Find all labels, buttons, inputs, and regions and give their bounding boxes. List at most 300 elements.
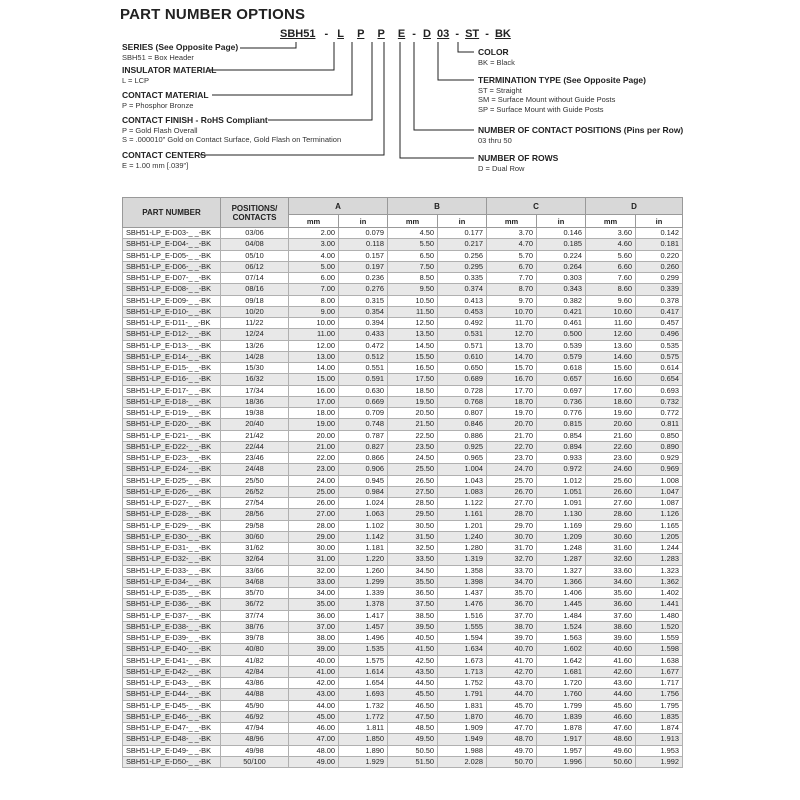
table-row <box>123 239 683 250</box>
dimension-cell: 1.398 <box>438 576 487 587</box>
table-row <box>123 453 683 464</box>
dimension-cell: 39.70 <box>487 633 537 644</box>
finish-heading: CONTACT FINISH - RoHS Compliant <box>122 115 268 125</box>
dimension-cell: 25.50 <box>388 464 438 475</box>
dimension-cell: 0.217 <box>438 239 487 250</box>
dimension-cell: 12.50 <box>388 318 438 329</box>
dimension-cell: 1.634 <box>438 644 487 655</box>
dimension-cell: 9.00 <box>289 306 339 317</box>
dimension-cell: 1.165 <box>636 520 683 531</box>
dimension-cell: 0.299 <box>636 273 683 284</box>
header-positions: POSITIONS/ CONTACTS <box>221 198 289 228</box>
dimension-cell: 47.60 <box>586 723 636 734</box>
dimension-cell: 14.60 <box>586 351 636 362</box>
dimension-cell: 1.598 <box>636 644 683 655</box>
dimension-cell: 23.70 <box>487 453 537 464</box>
dimension-cell: 1.122 <box>438 498 487 509</box>
pn-color: BK <box>494 28 511 40</box>
dimension-cell: 27.60 <box>586 498 636 509</box>
dimension-cell: 1.201 <box>438 520 487 531</box>
dimension-cell: 1.024 <box>339 498 388 509</box>
dimension-cell: 1.283 <box>636 554 683 565</box>
header-b: B <box>388 198 487 215</box>
dimension-cell: 1.717 <box>636 678 683 689</box>
dimension-cell: 1.358 <box>438 565 487 576</box>
dimension-cell: 0.654 <box>636 374 683 385</box>
positions-heading: NUMBER OF CONTACT POSITIONS (Pins per Row) <box>478 125 684 135</box>
dimension-cell: 46.00 <box>289 723 339 734</box>
dimension-cell: 33.50 <box>388 554 438 565</box>
header-d-mm: mm <box>586 215 636 228</box>
dimension-cell: 11.50 <box>388 306 438 317</box>
dimension-cell: 36.70 <box>487 599 537 610</box>
dimension-cell: 1.441 <box>636 599 683 610</box>
dimension-cell: 1.260 <box>339 565 388 576</box>
positions-cell: 36/72 <box>221 599 289 610</box>
dimension-cell: 26.00 <box>289 498 339 509</box>
dimension-cell: 0.815 <box>537 419 586 430</box>
dimension-cell: 8.60 <box>586 284 636 295</box>
dimension-cell: 1.654 <box>339 678 388 689</box>
part-number-cell: SBH51-LP_E-D47-_ _-BK <box>123 723 221 734</box>
header-c: C <box>487 198 586 215</box>
dimension-cell: 15.50 <box>388 351 438 362</box>
dimension-cell: 9.50 <box>388 284 438 295</box>
table-row <box>123 273 683 284</box>
dimension-cell: 22.50 <box>388 430 438 441</box>
dimension-cell: 11.00 <box>289 329 339 340</box>
positions-cell: 48/96 <box>221 734 289 745</box>
dimension-cell: 1.051 <box>537 486 586 497</box>
dimension-cell: 0.472 <box>339 340 388 351</box>
dimension-cell: 1.673 <box>438 655 487 666</box>
dimension-cell: 0.846 <box>438 419 487 430</box>
dimension-cell: 1.047 <box>636 486 683 497</box>
dimension-cell: 1.870 <box>438 711 487 722</box>
positions-cell: 29/58 <box>221 520 289 531</box>
positions-cell: 03/06 <box>221 228 289 239</box>
dimension-cell: 0.933 <box>537 453 586 464</box>
pn-rows: D <box>423 28 431 40</box>
dimension-cell: 0.500 <box>537 329 586 340</box>
dimension-cell: 0.736 <box>537 396 586 407</box>
table-row <box>123 475 683 486</box>
dimension-cell: 7.70 <box>487 273 537 284</box>
dimension-cell: 0.343 <box>537 284 586 295</box>
dimension-cell: 1.181 <box>339 543 388 554</box>
positions-cell: 34/68 <box>221 576 289 587</box>
dimension-cell: 20.50 <box>388 408 438 419</box>
dimension-cell: 1.327 <box>537 565 586 576</box>
positions-cell: 13/26 <box>221 340 289 351</box>
dimension-cell: 12.60 <box>586 329 636 340</box>
dimension-cell: 35.50 <box>388 576 438 587</box>
dimension-cell: 0.575 <box>636 351 683 362</box>
dimension-cell: 15.70 <box>487 363 537 374</box>
dimension-cell: 36.00 <box>289 610 339 621</box>
dimension-cell: 24.00 <box>289 475 339 486</box>
dimension-cell: 0.610 <box>438 351 487 362</box>
dimension-cell: 0.146 <box>537 228 586 239</box>
dimension-cell: 39.60 <box>586 633 636 644</box>
positions-cell: 22/44 <box>221 441 289 452</box>
dimension-cell: 0.492 <box>438 318 487 329</box>
pn-positions: 03 <box>437 28 450 40</box>
dimension-cell: 19.00 <box>289 419 339 430</box>
dimension-cell: 9.60 <box>586 295 636 306</box>
dimension-cell: 1.681 <box>537 666 586 677</box>
dimension-cell: 32.70 <box>487 554 537 565</box>
dimension-cell: 0.421 <box>537 306 586 317</box>
dimension-cell: 1.677 <box>636 666 683 677</box>
termination-label <box>478 76 646 114</box>
positions-cell: 33/66 <box>221 565 289 576</box>
part-number-cell: SBH51-LP_E-D28-_ _-BK <box>123 509 221 520</box>
dimension-cell: 26.70 <box>487 486 537 497</box>
positions-cell: 12/24 <box>221 329 289 340</box>
positions-cell: 37/74 <box>221 610 289 621</box>
dimension-cell: 0.969 <box>636 464 683 475</box>
dimension-cell: 0.728 <box>438 385 487 396</box>
dimension-cell: 44.70 <box>487 689 537 700</box>
part-number-cell: SBH51-LP_E-D15-_ _-BK <box>123 363 221 374</box>
dimension-cell: 1.957 <box>537 745 586 756</box>
insulator-heading: INSULATOR MATERIAL <box>122 65 217 75</box>
dimension-cell: 0.768 <box>438 396 487 407</box>
header-part-number: PART NUMBER <box>123 198 221 228</box>
positions-cell: 46/92 <box>221 711 289 722</box>
dimension-cell: 49.60 <box>586 745 636 756</box>
table-row <box>123 374 683 385</box>
part-number-cell: SBH51-LP_E-D40-_ _-BK <box>123 644 221 655</box>
dimension-cell: 0.925 <box>438 441 487 452</box>
dimension-cell: 40.70 <box>487 644 537 655</box>
header-c-mm: mm <box>487 215 537 228</box>
contact-material-heading: CONTACT MATERIAL <box>122 90 209 100</box>
dimension-cell: 1.142 <box>339 531 388 542</box>
dimension-cell: 46.50 <box>388 700 438 711</box>
table-row <box>123 531 683 542</box>
dimension-cell: 0.394 <box>339 318 388 329</box>
dimension-cell: 1.594 <box>438 633 487 644</box>
dimension-cell: 1.496 <box>339 633 388 644</box>
insulator-desc: L = LCP <box>122 75 150 85</box>
dimension-cell: 40.00 <box>289 655 339 666</box>
dimension-cell: 1.004 <box>438 464 487 475</box>
positions-desc: 03 thru 50 <box>478 135 512 145</box>
dimension-cell: 14.70 <box>487 351 537 362</box>
dimension-cell: 1.831 <box>438 700 487 711</box>
finish-desc-1: P = Gold Flash Overall <box>122 125 198 135</box>
part-number-cell: SBH51-LP_E-D44-_ _-BK <box>123 689 221 700</box>
series-label <box>122 43 238 62</box>
dimension-cell: 1.555 <box>438 621 487 632</box>
part-number-cell: SBH51-LP_E-D19-_ _-BK <box>123 408 221 419</box>
table-row <box>123 633 683 644</box>
dimension-cell: 5.60 <box>586 250 636 261</box>
dimension-cell: 0.260 <box>636 261 683 272</box>
dimension-cell: 16.70 <box>487 374 537 385</box>
finish-label <box>122 116 341 145</box>
dimension-cell: 48.50 <box>388 723 438 734</box>
contact-material-desc: P = Phosphor Bronze <box>122 100 194 110</box>
dimension-cell: 1.799 <box>537 700 586 711</box>
part-number-cell: SBH51-LP_E-D20-_ _-BK <box>123 419 221 430</box>
dimension-cell: 1.713 <box>438 666 487 677</box>
dimension-cell: 30.60 <box>586 531 636 542</box>
dimension-cell: 29.70 <box>487 520 537 531</box>
dimension-cell: 0.531 <box>438 329 487 340</box>
part-number-cell: SBH51-LP_E-D03-_ _-BK <box>123 228 221 239</box>
dimension-cell: 6.60 <box>586 261 636 272</box>
dimension-cell: 49.70 <box>487 745 537 756</box>
dimension-cell: 0.630 <box>339 385 388 396</box>
dimension-cell: 0.894 <box>537 441 586 452</box>
dimension-cell: 1.457 <box>339 621 388 632</box>
dimension-cell: 0.807 <box>438 408 487 419</box>
dimension-cell: 3.00 <box>289 239 339 250</box>
positions-cell: 06/12 <box>221 261 289 272</box>
part-number-cell: SBH51-LP_E-D11-_ _-BK <box>123 318 221 329</box>
contact-material-label <box>122 91 209 110</box>
dimension-cell: 10.00 <box>289 318 339 329</box>
positions-cell: 20/40 <box>221 419 289 430</box>
termination-desc-2: SM = Surface Mount without Guide Posts <box>478 95 616 104</box>
dimension-cell: 27.70 <box>487 498 537 509</box>
positions-cell: 25/50 <box>221 475 289 486</box>
dimension-cell: 18.70 <box>487 396 537 407</box>
dimension-cell: 1.406 <box>537 588 586 599</box>
dimension-cell: 45.70 <box>487 700 537 711</box>
dimension-cell: 28.70 <box>487 509 537 520</box>
dimension-cell: 1.772 <box>339 711 388 722</box>
header-a: A <box>289 198 388 215</box>
table-row <box>123 599 683 610</box>
part-number-cell: SBH51-LP_E-D26-_ _-BK <box>123 486 221 497</box>
dimension-cell: 37.70 <box>487 610 537 621</box>
dimension-cell: 42.70 <box>487 666 537 677</box>
color-label <box>478 48 515 67</box>
dimension-cell: 1.929 <box>339 756 388 767</box>
dimension-cell: 20.60 <box>586 419 636 430</box>
dimension-cell: 32.50 <box>388 543 438 554</box>
dimension-cell: 42.00 <box>289 678 339 689</box>
dimension-cell: 11.60 <box>586 318 636 329</box>
dimension-cell: 0.236 <box>339 273 388 284</box>
dimension-cell: 1.126 <box>636 509 683 520</box>
part-number-cell: SBH51-LP_E-D30-_ _-BK <box>123 531 221 542</box>
dimension-cell: 0.551 <box>339 363 388 374</box>
rows-label <box>478 154 558 173</box>
positions-label <box>478 126 683 145</box>
positions-cell: 15/30 <box>221 363 289 374</box>
pn-dash: - <box>455 28 460 40</box>
dimension-cell: 19.70 <box>487 408 537 419</box>
series-heading: SERIES (See Opposite Page) <box>122 42 239 52</box>
pn-dash: - <box>412 28 416 40</box>
part-number-cell: SBH51-LP_E-D42-_ _-BK <box>123 666 221 677</box>
dimension-cell: 0.339 <box>636 284 683 295</box>
positions-cell: 45/90 <box>221 700 289 711</box>
centers-heading: CONTACT CENTERS <box>122 150 206 160</box>
termination-desc-1: ST = Straight <box>478 85 522 95</box>
part-number-cell: SBH51-LP_E-D18-_ _-BK <box>123 396 221 407</box>
positions-cell: 17/34 <box>221 385 289 396</box>
dimension-cell: 47.00 <box>289 734 339 745</box>
part-number-cell: SBH51-LP_E-D36-_ _-BK <box>123 599 221 610</box>
dimension-cell: 1.756 <box>636 689 683 700</box>
dimension-cell: 51.50 <box>388 756 438 767</box>
dimension-cell: 0.972 <box>537 464 586 475</box>
positions-cell: 23/46 <box>221 453 289 464</box>
part-number-cell: SBH51-LP_E-D24-_ _-BK <box>123 464 221 475</box>
positions-cell: 16/32 <box>221 374 289 385</box>
dimension-cell: 1.378 <box>339 599 388 610</box>
dimension-cell: 1.063 <box>339 509 388 520</box>
dimension-cell: 40.50 <box>388 633 438 644</box>
dimension-cell: 2.028 <box>438 756 487 767</box>
positions-cell: 30/60 <box>221 531 289 542</box>
table-row <box>123 711 683 722</box>
dimension-cell: 0.220 <box>636 250 683 261</box>
dimension-cell: 7.00 <box>289 284 339 295</box>
dimension-cell: 0.496 <box>636 329 683 340</box>
table-row <box>123 666 683 677</box>
positions-cell: 21/42 <box>221 430 289 441</box>
dimension-cell: 1.280 <box>438 543 487 554</box>
dimension-cell: 41.60 <box>586 655 636 666</box>
header-d: D <box>586 198 683 215</box>
positions-cell: 32/64 <box>221 554 289 565</box>
positions-cell: 35/70 <box>221 588 289 599</box>
rows-desc: D = Dual Row <box>478 163 525 173</box>
positions-cell: 04/08 <box>221 239 289 250</box>
part-number-cell: SBH51-LP_E-D45-_ _-BK <box>123 700 221 711</box>
dimension-cell: 21.50 <box>388 419 438 430</box>
table-row <box>123 621 683 632</box>
dimension-cell: 34.60 <box>586 576 636 587</box>
dimension-cell: 47.50 <box>388 711 438 722</box>
dimension-cell: 38.60 <box>586 621 636 632</box>
dimension-cell: 48.00 <box>289 745 339 756</box>
dimension-cell: 22.60 <box>586 441 636 452</box>
dimension-cell: 0.142 <box>636 228 683 239</box>
rows-heading: NUMBER OF ROWS <box>478 153 559 163</box>
color-desc: BK = Black <box>478 57 515 67</box>
dimension-cell: 43.00 <box>289 689 339 700</box>
dimension-cell: 0.929 <box>636 453 683 464</box>
part-number-cell: SBH51-LP_E-D10-_ _-BK <box>123 306 221 317</box>
dimension-cell: 8.00 <box>289 295 339 306</box>
table-row <box>123 543 683 554</box>
dimension-cell: 1.752 <box>438 678 487 689</box>
part-number-cell: SBH51-LP_E-D38-_ _-BK <box>123 621 221 632</box>
dimension-cell: 20.00 <box>289 430 339 441</box>
part-number-cell: SBH51-LP_E-D05-_ _-BK <box>123 250 221 261</box>
dimension-cell: 0.827 <box>339 441 388 452</box>
dimension-cell: 1.362 <box>636 576 683 587</box>
dimension-cell: 44.60 <box>586 689 636 700</box>
dimension-cell: 0.185 <box>537 239 586 250</box>
dimension-cell: 32.60 <box>586 554 636 565</box>
dimension-cell: 1.043 <box>438 475 487 486</box>
dimension-cell: 0.433 <box>339 329 388 340</box>
dimension-cell: 29.60 <box>586 520 636 531</box>
positions-cell: 44/88 <box>221 689 289 700</box>
header-b-mm: mm <box>388 215 438 228</box>
dimension-cell: 0.984 <box>339 486 388 497</box>
table-row <box>123 678 683 689</box>
dimension-cell: 1.614 <box>339 666 388 677</box>
dimension-cell: 1.524 <box>537 621 586 632</box>
dimension-cell: 37.50 <box>388 599 438 610</box>
part-number-cell: SBH51-LP_E-D35-_ _-BK <box>123 588 221 599</box>
dimension-cell: 1.083 <box>438 486 487 497</box>
dimension-cell: 1.299 <box>339 576 388 587</box>
part-number-cell: SBH51-LP_E-D21-_ _-BK <box>123 430 221 441</box>
dimension-cell: 38.00 <box>289 633 339 644</box>
table-row <box>123 509 683 520</box>
positions-cell: 24/48 <box>221 464 289 475</box>
dimension-cell: 49.50 <box>388 734 438 745</box>
dimension-cell: 28.60 <box>586 509 636 520</box>
dimension-cell: 1.244 <box>636 543 683 554</box>
positions-cell: 09/18 <box>221 295 289 306</box>
dimension-cell: 25.60 <box>586 475 636 486</box>
dimension-cell: 25.00 <box>289 486 339 497</box>
positions-cell: 40/80 <box>221 644 289 655</box>
dimension-cell: 0.413 <box>438 295 487 306</box>
dimension-cell: 4.50 <box>388 228 438 239</box>
part-number-cell: SBH51-LP_E-D49-_ _-BK <box>123 745 221 756</box>
dimension-cell: 12.70 <box>487 329 537 340</box>
dimension-cell: 33.70 <box>487 565 537 576</box>
table-row <box>123 520 683 531</box>
dimension-cell: 17.60 <box>586 385 636 396</box>
dimension-cell: 0.354 <box>339 306 388 317</box>
table-row <box>123 576 683 587</box>
dimension-cell: 1.563 <box>537 633 586 644</box>
dimension-cell: 21.70 <box>487 430 537 441</box>
table-row <box>123 723 683 734</box>
part-number-cell: SBH51-LP_E-D23-_ _-BK <box>123 453 221 464</box>
positions-cell: 28/56 <box>221 509 289 520</box>
dimension-cell: 38.70 <box>487 621 537 632</box>
part-number-cell: SBH51-LP_E-D50-_ _-BK <box>123 756 221 767</box>
part-number-cell: SBH51-LP_E-D32-_ _-BK <box>123 554 221 565</box>
dimension-cell: 0.748 <box>339 419 388 430</box>
table-row <box>123 430 683 441</box>
dimension-cell: 42.50 <box>388 655 438 666</box>
positions-cell: 43/86 <box>221 678 289 689</box>
dimension-cell: 1.693 <box>339 689 388 700</box>
centers-desc: E = 1.00 mm [.039"] <box>122 160 189 170</box>
table-row <box>123 734 683 745</box>
dimension-cell: 1.602 <box>537 644 586 655</box>
dimension-cell: 41.50 <box>388 644 438 655</box>
table-row <box>123 644 683 655</box>
pn-dash: - <box>485 28 489 40</box>
dimension-cell: 33.00 <box>289 576 339 587</box>
table-row <box>123 655 683 666</box>
dimension-cell: 18.50 <box>388 385 438 396</box>
positions-cell: 50/100 <box>221 756 289 767</box>
dimension-cell: 0.303 <box>537 273 586 284</box>
dimension-cell: 1.366 <box>537 576 586 587</box>
dimension-cell: 43.50 <box>388 666 438 677</box>
dimension-cell: 1.638 <box>636 655 683 666</box>
dimension-cell: 1.909 <box>438 723 487 734</box>
